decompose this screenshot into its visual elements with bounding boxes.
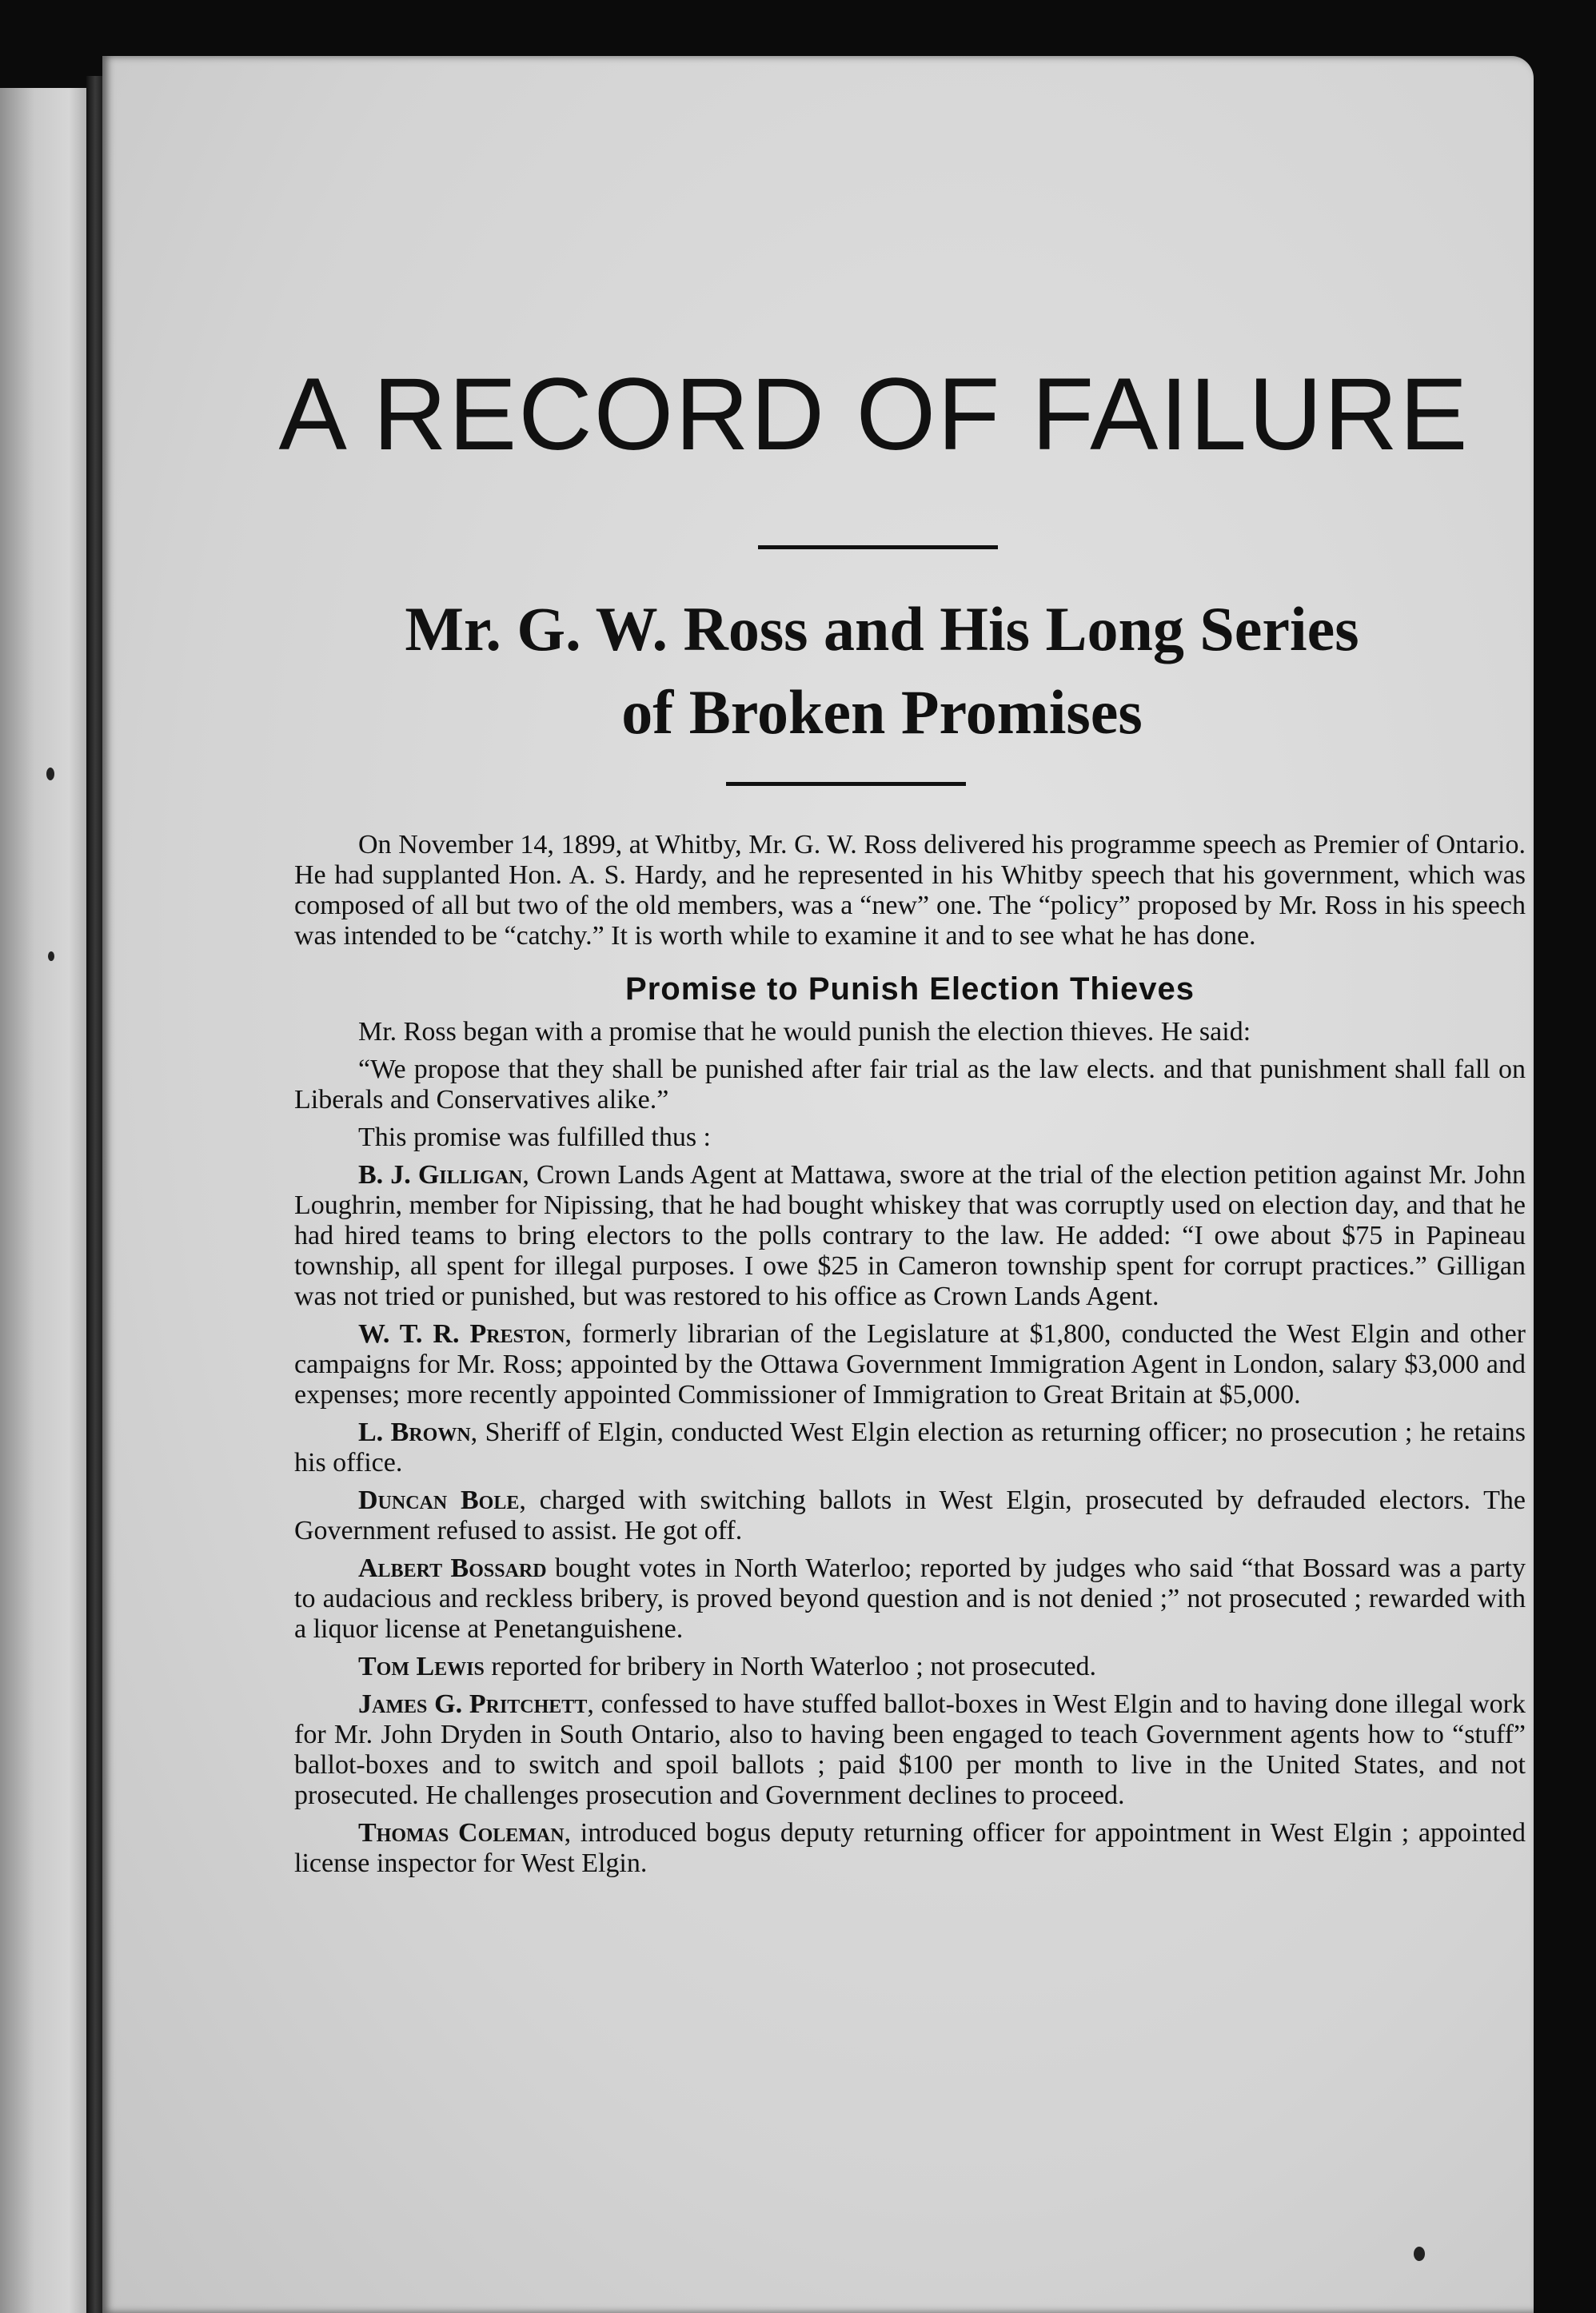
entry-text: , formerly librarian of the Legislature at $1,800, conducted the West Elgin and other campaigns for Mr. Ross; appointed by the Ottawa Government Immigration Agent in London, salary $3,000 and expenses; more recently appointed Commissioner of Immigration to Great Britain at $5,000. [294,1319,1526,1410]
scan-speck [1414,2247,1425,2261]
fulfilled-line: This promise was fulfilled thus : [358,1123,712,1152]
entry-paragraph [294,1818,1526,1879]
entry-name: Duncan Bole [358,1486,520,1515]
subtitle-line-1: Mr. G. W. Ross and His Long Series [405,594,1359,664]
entry-text: , confessed to have stuffed ballot-boxes in West Elgin and to having done illegal work for Mr. John Dryden in South Ontario, also to having been engaged to teach Government agents how to “stuff” ballot-boxes and to switch and spoil ballots ; paid $100 per month to live in the United States, and not prosecuted. He challenges prosecution and Government declines to proceed. [294,1689,1526,1810]
entry-paragraph [294,1553,1526,1645]
subtitle-divider [726,782,966,786]
entry-text: , charged with switching ballots in West Elgin, prosecuted by defrauded electors. The Government refused to assist. He got off. [294,1486,1526,1545]
entry-paragraph [294,1486,1526,1546]
entry-paragraph [294,1689,1526,1811]
entry-text: , introduced bogus deputy returning officer for appointment in West Elgin ; appointed license inspector for West Elgin. [294,1818,1526,1878]
promise-intro-paragraph: Mr. Ross began with a promise that he would punish the election thieves. He said: [358,1017,1251,1047]
adjacent-page-edge [0,88,86,2313]
page-title: A RECORD OF FAILURE [278,357,1470,472]
article-body [294,830,1526,1879]
entry-text: bought votes in North Waterloo; reported by judges who said “that Bossard was a party to audacious and reckless bribery, is proved beyond question and is not denied ;” not prosecuted ; rewarded with a liquor license at Penetanguishene. [294,1553,1526,1644]
entry-name: Albert Bossard [358,1553,547,1583]
entry-paragraph [294,1418,1526,1478]
entry-name: L. Brown [358,1418,471,1447]
entry-paragraph [294,1652,1526,1682]
entry-name: W. T. R. Preston [358,1319,565,1349]
entry-paragraph [294,1160,1526,1312]
quote-paragraph: “We propose that they shall be punished after fair trial as the law elects. and that punishment shall fall on Liberals and Conservatives alike.” [294,1055,1526,1115]
book-gutter [86,76,104,2313]
entry-name: James G. Pritchett [358,1689,588,1719]
entry-text: , Crown Lands Agent at Mattawa, swore at the trial of the election petition against Mr. John Loughrin, member for Nipissing, that he had bought whiskey that was corruptly used on election day, and that he had hired teams to bring electors to the polls contrary to the law. He added: “I owe about $75 in Papineau township, all spent for illegal purposes. I owe $25 in Cameron township spent for corrupt practices.” Gilligan was not tried or punished, but was restored to his office as Crown Lands Agent. [294,1160,1526,1311]
intro-paragraph: On November 14, 1899, at Whitby, Mr. G. W. Ross delivered his programme speech as Premier of Ontario. He had supplanted Hon. A. S. Hardy, and he represented in his Whitby speech that his government, which was composed of all but two of the old members, was a “new” one. The “policy” proposed by Mr. Ross in his speech was intended to be “catchy.” It is worth while to examine it and to see what he has done. [294,830,1526,951]
scan-speck [46,768,54,780]
entry-paragraph [294,1319,1526,1410]
entry-name: Tom Lewis [358,1652,485,1681]
scan-speck [48,951,54,961]
entry-name: B. J. Gilligan [358,1160,523,1190]
title-divider [758,545,998,549]
subtitle-line-2: of Broken Promises [621,677,1143,747]
entry-name: Thomas Coleman [358,1818,565,1848]
section-heading: Promise to Punish Election Thieves [625,971,1195,1007]
entry-text: reported for bribery in North Waterloo ; not prosecuted. [484,1652,1097,1681]
entry-text: , Sheriff of Elgin, conducted West Elgin election as returning officer; no prosecution ; he retains his office. [294,1418,1526,1478]
document-page [102,56,1534,2313]
page-subtitle [278,588,1486,754]
